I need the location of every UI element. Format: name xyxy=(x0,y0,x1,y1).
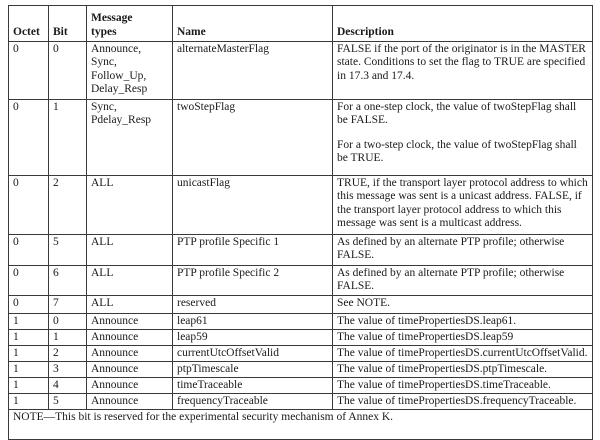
message-type-line: Announce xyxy=(91,314,139,327)
cell-description xyxy=(333,377,593,393)
cell-description xyxy=(333,235,593,266)
cell-description xyxy=(333,265,593,296)
column-header-octet: Octet xyxy=(9,6,49,42)
message-type-line: Sync, xyxy=(91,56,117,69)
description-paragraph: The value of timePropertiesDS.currentUtcOffsetValid. xyxy=(337,346,588,359)
cell-message-types xyxy=(87,42,173,100)
cell-name: PTP profile Specific 2 xyxy=(173,265,333,296)
message-type-line: Delay_Resp xyxy=(91,82,148,95)
description-paragraph: As defined by an alternate PTP profile; otherwise FALSE. xyxy=(337,266,565,292)
description-paragraph: The value of timePropertiesDS.frequencyTraceable. xyxy=(337,394,577,407)
cell-description xyxy=(333,296,593,313)
cell-description xyxy=(333,176,593,235)
cell-message-types xyxy=(87,393,173,409)
description-paragraph: FALSE if the port of the originator is in the MASTER state. Conditions to set the flag to TRUE are specified in 17.3 and 17.4. xyxy=(337,43,586,82)
cell-bit: 3 xyxy=(49,361,87,377)
message-type-line: Announce, xyxy=(91,43,142,55)
description-paragraph: The value of timePropertiesDS.leap61. xyxy=(337,314,517,327)
cell-octet: 1 xyxy=(9,345,49,361)
table-row xyxy=(9,42,593,100)
cell-bit: 2 xyxy=(49,176,87,235)
cell-description xyxy=(333,313,593,329)
cell-bit: 0 xyxy=(49,42,87,100)
message-type-line: Announce xyxy=(91,346,139,359)
description-paragraph: The value of timePropertiesDS.ptpTimescale. xyxy=(337,362,548,375)
cell-description xyxy=(333,361,593,377)
column-header-message-types-line1: Message xyxy=(91,12,133,25)
table-row xyxy=(9,329,593,345)
cell-name: alternateMasterFlag xyxy=(173,42,333,100)
cell-description xyxy=(333,329,593,345)
cell-name: frequencyTraceable xyxy=(173,393,333,409)
cell-bit: 0 xyxy=(49,313,87,329)
message-type-line: ALL xyxy=(91,297,114,310)
table-footer xyxy=(9,410,593,440)
cell-bit: 4 xyxy=(49,377,87,393)
cell-octet: 1 xyxy=(9,393,49,409)
cell-name: leap61 xyxy=(173,313,333,329)
message-type-line: ALL xyxy=(91,236,114,248)
cell-description xyxy=(333,345,593,361)
table-row xyxy=(9,393,593,409)
table-row xyxy=(9,176,593,235)
column-header-name: Name xyxy=(173,6,333,42)
cell-message-types xyxy=(87,329,173,345)
cell-octet: 0 xyxy=(9,176,49,235)
cell-octet: 0 xyxy=(9,235,49,266)
column-header-message-types-line2: types xyxy=(91,25,117,38)
cell-bit: 1 xyxy=(49,100,87,176)
message-type-line: ALL xyxy=(91,177,114,189)
cell-description xyxy=(333,42,593,100)
cell-octet: 0 xyxy=(9,296,49,313)
cell-name: currentUtcOffsetValid xyxy=(173,345,333,361)
cell-bit: 6 xyxy=(49,265,87,296)
cell-description xyxy=(333,100,593,176)
description-paragraph: See NOTE. xyxy=(337,297,391,310)
cell-octet: 0 xyxy=(9,100,49,176)
cell-bit: 5 xyxy=(49,393,87,409)
cell-message-types xyxy=(87,313,173,329)
message-type-line: Announce xyxy=(91,330,139,343)
column-header-bit: Bit xyxy=(49,6,87,42)
cell-name: ptpTimescale xyxy=(173,361,333,377)
cell-bit: 5 xyxy=(49,235,87,266)
cell-name: timeTraceable xyxy=(173,377,333,393)
description-paragraph: The value of timePropertiesDS.leap59 xyxy=(337,330,514,343)
cell-message-types xyxy=(87,235,173,266)
table-row xyxy=(9,377,593,393)
description-paragraph: The value of timePropertiesDS.timeTraceable. xyxy=(337,378,551,391)
cell-message-types xyxy=(87,345,173,361)
description-paragraph: For a two-step clock, the value of twoStepFlag shall be TRUE. xyxy=(337,138,577,164)
description-paragraph: For a one-step clock, the value of twoStepFlag shall be FALSE. xyxy=(337,101,577,127)
cell-bit: 2 xyxy=(49,345,87,361)
message-type-line: Pdelay_Resp xyxy=(91,114,152,127)
table-row xyxy=(9,361,593,377)
message-type-line: Announce xyxy=(91,362,139,375)
message-type-line: Follow_Up, xyxy=(91,69,147,82)
table-row xyxy=(9,100,593,176)
header-row xyxy=(9,6,593,42)
table-body xyxy=(9,42,593,410)
cell-bit: 1 xyxy=(49,329,87,345)
cell-octet: 0 xyxy=(9,42,49,100)
ptp-flag-field-table xyxy=(8,5,593,440)
cell-message-types xyxy=(87,361,173,377)
cell-octet: 0 xyxy=(9,265,49,296)
cell-name: twoStepFlag xyxy=(173,100,333,176)
cell-message-types xyxy=(87,176,173,235)
message-type-line: Sync, xyxy=(91,101,117,113)
cell-message-types xyxy=(87,100,173,176)
flags-table-container xyxy=(8,5,592,440)
table-row xyxy=(9,235,593,266)
cell-octet: 1 xyxy=(9,329,49,345)
cell-message-types xyxy=(87,265,173,296)
table-row xyxy=(9,313,593,329)
cell-message-types xyxy=(87,377,173,393)
description-paragraph: TRUE, if the transport layer protocol address to which this message was sent is a unicast address. FALSE, if the transport layer protocol address to which this message was sent is a multicast address. xyxy=(337,177,588,229)
table-row xyxy=(9,296,593,313)
table-row xyxy=(9,265,593,296)
column-header-description: Description xyxy=(333,6,593,42)
cell-octet: 1 xyxy=(9,377,49,393)
table-header xyxy=(9,6,593,42)
description-paragraph: As defined by an alternate PTP profile; otherwise FALSE. xyxy=(337,236,565,262)
cell-name: PTP profile Specific 1 xyxy=(173,235,333,266)
cell-octet: 1 xyxy=(9,313,49,329)
message-type-line: Announce xyxy=(91,394,139,407)
table-row xyxy=(9,345,593,361)
cell-name: leap59 xyxy=(173,329,333,345)
note-row xyxy=(9,410,593,440)
message-type-line: ALL xyxy=(91,266,114,279)
cell-description xyxy=(333,393,593,409)
cell-name: reserved xyxy=(173,296,333,313)
cell-name: unicastFlag xyxy=(173,176,333,235)
cell-message-types xyxy=(87,296,173,313)
cell-octet: 1 xyxy=(9,361,49,377)
table-note: NOTE—This bit is reserved for the experimental security mechanism of Annex K. xyxy=(9,410,593,440)
column-header-message-types xyxy=(87,6,173,42)
cell-bit: 7 xyxy=(49,296,87,313)
message-type-line: Announce xyxy=(91,378,139,391)
